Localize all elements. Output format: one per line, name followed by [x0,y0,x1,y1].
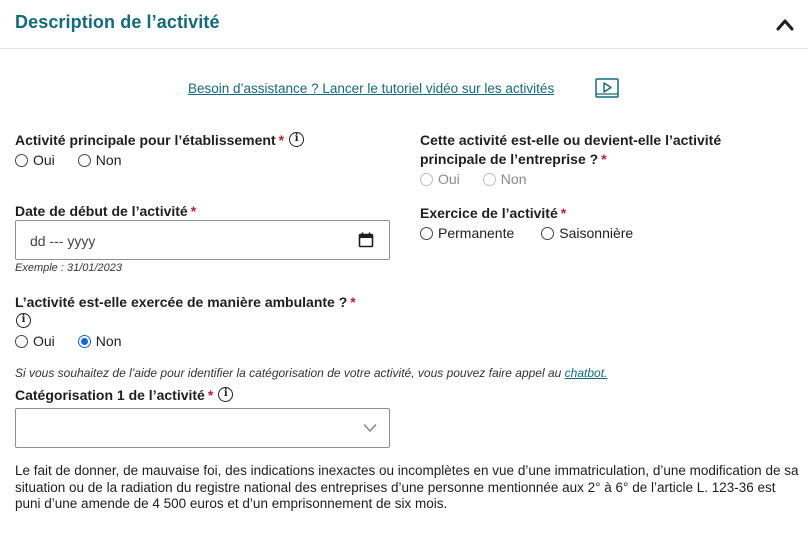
required-marker: * [601,151,607,167]
radio-permanente[interactable]: Permanente [420,224,514,242]
start-date-label: Date de début de l’activité * [15,203,197,219]
section-title: Description de l’activité [15,12,220,32]
radio-oui-etab[interactable]: Oui [15,151,55,169]
info-icon[interactable]: i [289,132,304,147]
tutorial-video-link[interactable]: Besoin d’assistance ? Lancer le tutoriel vidéo sur les activités [188,81,555,96]
radio-non-ambulant[interactable]: Non [78,332,122,350]
main-activity-establishment-radios [15,151,121,169]
required-marker: * [190,203,197,219]
radio-button[interactable] [15,335,28,348]
chevron-up-icon[interactable] [775,16,795,32]
main-activity-company-radios [420,170,526,188]
radio-button[interactable] [78,154,91,167]
info-icon[interactable]: i [218,387,233,402]
required-marker: * [207,387,214,403]
date-placeholder: dd --- yyyy [30,233,96,249]
ambulant-radios [15,332,121,350]
legal-notice: Le fait de donner, de mauvaise foi, des indications inexactes ou incomplètes en vue d’une immatriculation, d’une modification de sa situation ou de la radiation du registre national des entreprises d’une personne mentionnée aux 2° à 6° de l’article L. 123-36 est puni d’une amende de 4 500 euros et d’un emprisonnement de six mois. [15,463,799,511]
exercise-radios [420,224,633,242]
date-example: Exemple : 31/01/2023 [15,262,123,274]
chevron-down-icon [363,423,377,433]
categorisation-label: Catégorisation 1 de l’activité * i [15,386,233,405]
info-icon[interactable]: i [16,313,31,328]
categorisation-help: Si vous souhaitez de l’aide pour identifier la catégorisation de votre activité, vous pouvez faire appel au chatbot. [15,366,608,380]
exercise-label: Exercice de l’activité * [420,205,567,221]
required-marker: * [560,205,567,221]
radio-oui-ambulant[interactable]: Oui [15,332,55,350]
radio-saisonniere[interactable]: Saisonnière [541,224,633,242]
main-activity-company-label: Cette activité est-elle ou devient-elle l’activité principale de l’entreprise ? * [420,132,722,167]
radio-button[interactable] [541,227,554,240]
video-play-icon[interactable] [595,78,619,98]
radio-button-checked[interactable] [78,335,91,348]
radio-non-entreprise: Non [483,170,527,188]
calendar-icon[interactable] [358,232,374,248]
main-activity-establishment-label: Activité principale pour l’établissement * i [15,131,304,150]
ambulant-label: L’activité est-elle exercée de manière ambulante ? * [15,294,356,310]
categorisation-select[interactable] [15,408,390,448]
radio-button [483,173,496,186]
radio-oui-entreprise: Oui [420,170,460,188]
radio-button[interactable] [15,154,28,167]
radio-button [420,173,433,186]
required-marker: * [350,294,356,310]
required-marker: * [278,132,285,148]
radio-button[interactable] [420,227,433,240]
radio-non-etab[interactable]: Non [78,151,122,169]
start-date-input[interactable] [15,220,390,260]
section-header [0,0,808,49]
chatbot-link[interactable]: chatbot. [564,366,608,380]
